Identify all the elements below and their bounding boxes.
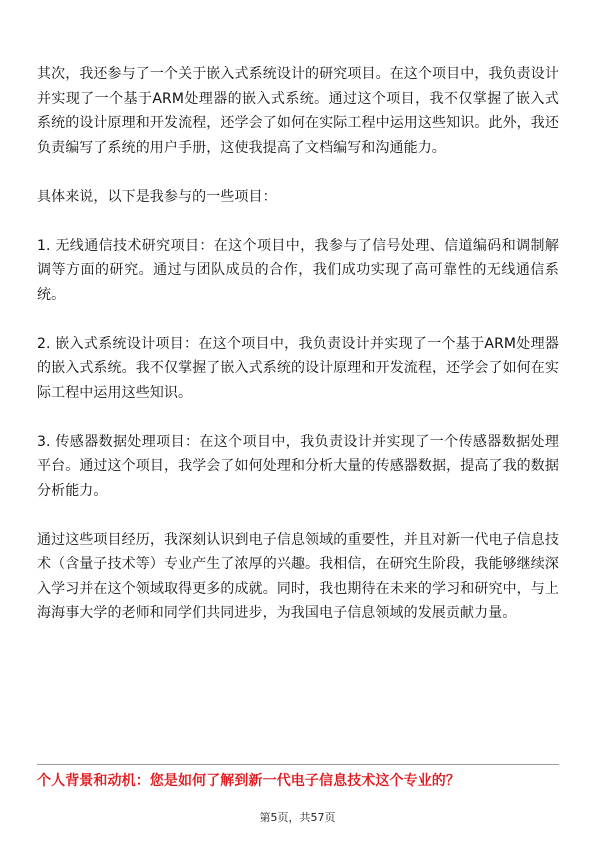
paragraph-gap	[37, 209, 559, 234]
paragraph-project-1: 1. 无线通信技术研究项目：在这个项目中，我参与了信号处理、信道编码和调制解调等方面的研究。通过与团队成员的合作，我们成功实现了高可靠性的无线通信系统。	[37, 237, 559, 303]
page-number-footer: 第5页，共57页	[259, 811, 336, 824]
paragraph-gap	[37, 503, 559, 528]
paragraph-project-3: 3. 传感器数据处理项目：在这个项目中，我负责设计并实现了一个传感器数据处理平台。通过这个项目，我学会了如何处理和分析大量的传感器数据，提高了我的数据分析能力。	[37, 433, 559, 499]
paragraph-gap	[37, 307, 559, 332]
paragraph-projects-heading: 具体来说，以下是我参与的一些项目：	[37, 188, 277, 205]
paragraph-intro: 其次，我还参与了一个关于嵌入式系统设计的研究项目。在这个项目中，我负责设计并实现了一个基于ARM处理器的嵌入式系统。通过这个项目，我不仅掌握了嵌入式系统的设计原理和开发流程，还学会了如何在实际工程中运用这些知识。此外，我还负责编写了系统的用户手册，这使我提高了文档编写和沟通能力。	[37, 66, 559, 156]
question-heading: 个人背景和动机：您是如何了解到新一代电子信息技术这个专业的？	[37, 773, 460, 789]
paragraph-conclusion: 通过这些项目经历，我深刻认识到电子信息领域的重要性，并且对新一代电子信息技术（含量子技术等）专业产生了浓厚的兴趣。我相信，在研究生阶段，我能够继续深入学习并在这个领域取得更多的成就。同时，我也期待在未来的学习和研究中，与上海海事大学的老师和同学们共同进步，为我国电子信息领域的发展贡献力量。	[37, 531, 559, 621]
paragraph-project-2: 2. 嵌入式系统设计项目：在这个项目中，我负责设计并实现了一个基于ARM处理器的嵌入式系统。我不仅掌握了嵌入式系统的设计原理和开发流程，还学会了如何在实际工程中运用这些知识。	[37, 335, 559, 401]
paragraph-gap	[37, 160, 559, 185]
section-divider	[37, 764, 559, 765]
document-body	[37, 62, 559, 626]
paragraph-gap	[37, 405, 559, 430]
